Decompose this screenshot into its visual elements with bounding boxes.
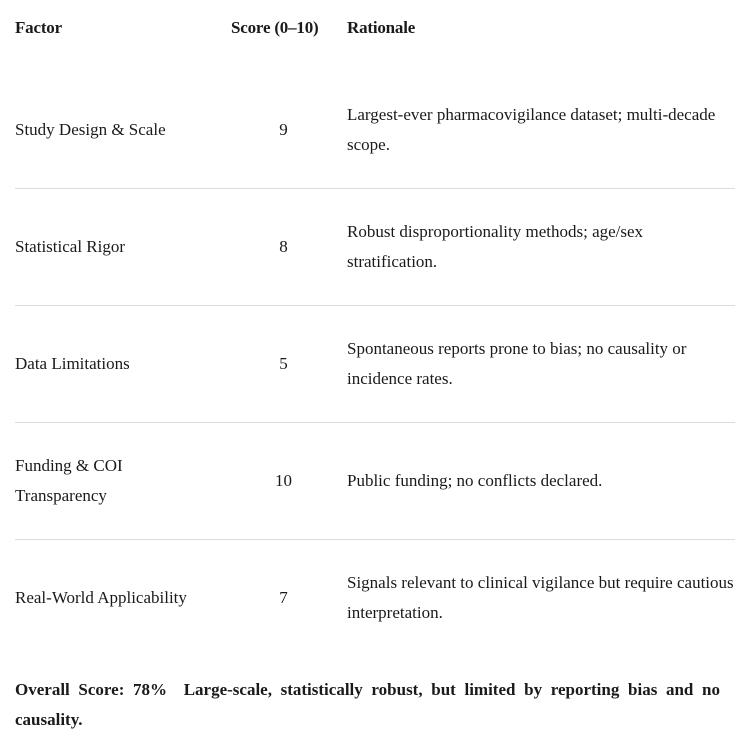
rationale-cell: Spontaneous reports prone to bias; no causality or incidence rates. [347,339,687,388]
table-row [15,72,735,189]
factor-cell: Real-World Applicability [15,588,187,607]
factor-cell: Study Design & Scale [15,120,166,139]
score-cell: 5 [279,354,288,373]
overall-score-summary [15,675,720,735]
factor-cell: Data Limitations [15,354,130,373]
overall-score-text: Large-scale, statistically robust, but limited by reporting bias and no causality. [15,680,720,729]
score-cell: 7 [279,588,288,607]
table-row [15,189,735,306]
evaluation-table [15,0,735,656]
table-header-row [15,0,735,56]
score-cell: 10 [275,471,292,490]
factor-cell: Statistical Rigor [15,237,126,256]
factor-cell: Funding & COI Transparency [15,456,123,505]
rationale-cell: Robust disproportionality methods; age/sex stratification. [347,222,644,271]
score-cell: 9 [279,120,288,139]
score-cell: 8 [279,237,288,256]
header-factor: Factor [15,18,62,37]
rationale-cell: Signals relevant to clinical vigilance but require cautious interpretation. [347,573,734,622]
table-row [15,306,735,423]
table-row [15,423,735,540]
overall-score-label: Overall Score: 78% [15,680,168,699]
rationale-cell: Largest-ever pharmacovigilance dataset; multi-decade scope. [347,105,716,154]
header-rationale: Rationale [347,18,416,37]
header-score: Score (0–10) [231,18,319,37]
table-row [15,540,735,656]
rationale-cell: Public funding; no conflicts declared. [347,471,603,490]
